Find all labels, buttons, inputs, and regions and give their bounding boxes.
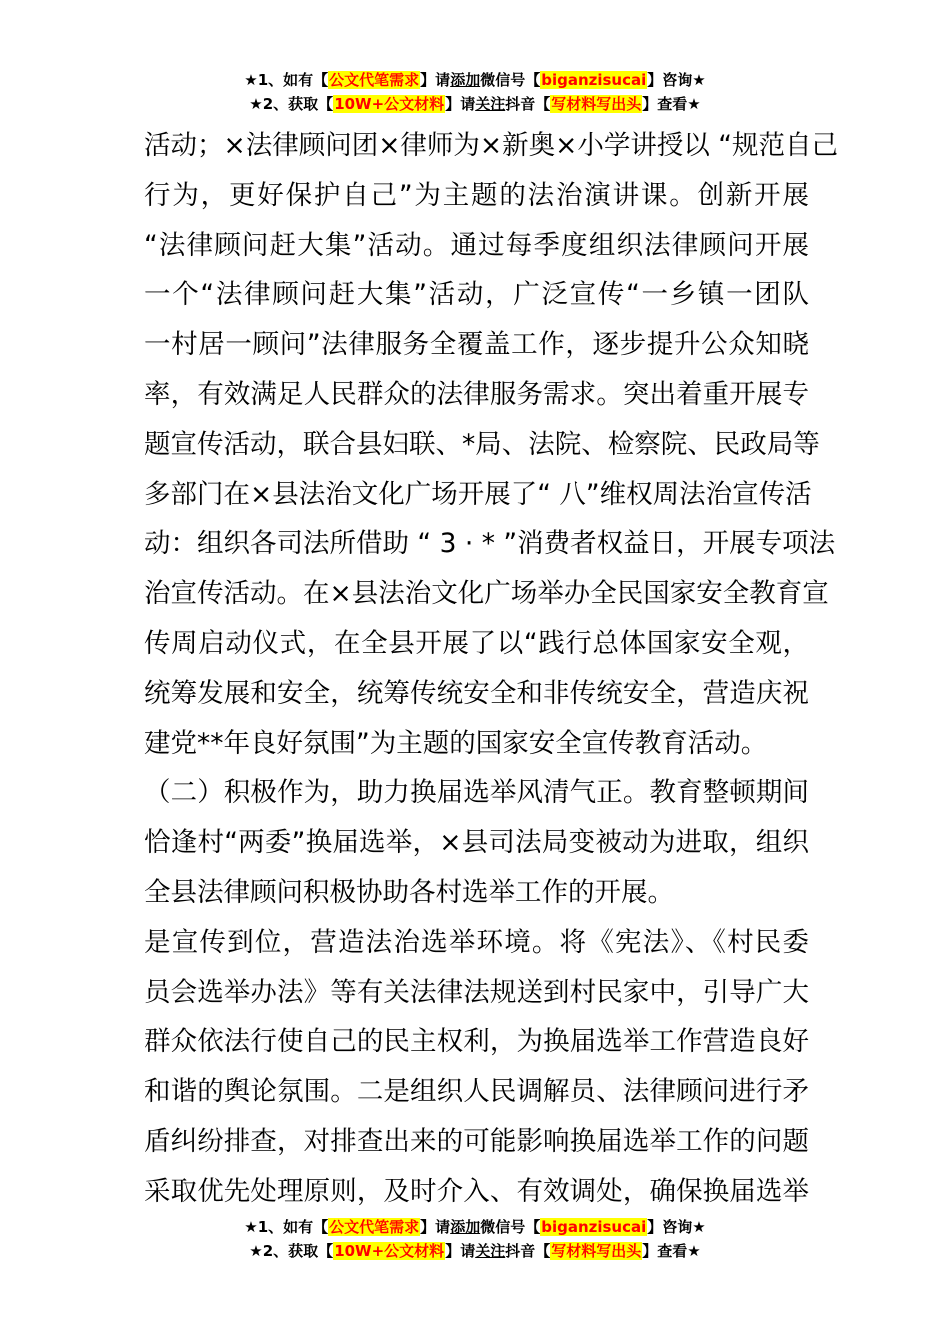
banner-underlined-text: 关注 <box>475 1242 506 1260</box>
banner-text: ★1、如有【 <box>244 1218 329 1236</box>
banner-text: 微信号【 <box>480 1218 541 1236</box>
banner-highlight: biganzisucai <box>541 1218 647 1236</box>
body-line: 全县法律顾问积极协助各村选举工作的开展。 <box>144 876 674 908</box>
banner-line-2 <box>0 92 950 116</box>
body-line: 一村居一顾问”法律服务全覆盖工作，逐步提升公众知晓 <box>144 329 809 361</box>
body-line: 一个“法律顾问赶大集”活动，广泛宣传“一乡镇一团队 <box>144 279 809 311</box>
banner-highlight: 10W+公文材料 <box>334 95 445 113</box>
body-line: 和谐的舆论氛围。二是组织人民调解员、法律顾问进行矛 <box>144 1076 809 1108</box>
banner-highlight: 10W+公文材料 <box>334 1242 445 1260</box>
banner-text: 抖音【 <box>505 95 551 113</box>
body-line: 率，有效满足人民群众的法律服务需求。突出着重开展专 <box>144 378 809 410</box>
banner-text: 】请 <box>420 1218 451 1236</box>
document-body <box>144 121 838 1217</box>
banner-text: ★2、获取【 <box>249 95 334 113</box>
banner-text: 】请 <box>445 1242 476 1260</box>
banner-underlined-text: 关注 <box>475 95 506 113</box>
banner-text: 】查看★ <box>642 95 701 113</box>
body-line: 治宣传活动。在×县法治文化广场举办全民国家安全教育宣 <box>144 578 829 610</box>
banner-text: ★2、获取【 <box>249 1242 334 1260</box>
header-banner <box>0 68 950 116</box>
body-line: “法律顾问赶大集”活动。通过每季度组织法律顾问开展 <box>144 229 809 261</box>
banner-text: 】咨询★ <box>647 1218 706 1236</box>
banner-highlight: 公文代笔需求 <box>329 71 420 89</box>
body-line: （二）积极作为，助力换届选举风清气正。教育整顿期间 <box>144 777 809 809</box>
banner-highlight: biganzisucai <box>541 71 647 89</box>
body-line: 是宣传到位，营造法治选举环境。将《宪法》、《村民委 <box>144 926 809 958</box>
banner-highlight: 公文代笔需求 <box>329 1218 420 1236</box>
banner-line-1 <box>0 68 950 92</box>
body-line: 采取优先处理原则，及时介入、有效调处，确保换届选举 <box>144 1175 809 1207</box>
banner-text: 】请 <box>420 71 451 89</box>
banner-text: 】咨询★ <box>647 71 706 89</box>
banner-line-1 <box>0 1215 950 1239</box>
banner-underlined-text: 添加 <box>450 71 481 89</box>
banner-line-2 <box>0 1239 950 1263</box>
body-line: 盾纠纷排查，对排查出来的可能影响换届选举工作的问题 <box>144 1125 809 1157</box>
body-line: 建党**年良好氛围”为主题的国家安全宣传教育活动。 <box>144 727 768 759</box>
body-line: 传周启动仪式，在全县开展了以“践行总体国家安全观， <box>144 627 809 659</box>
banner-highlight: 写材料写出头 <box>551 1242 642 1260</box>
banner-text: 微信号【 <box>480 71 541 89</box>
footer-banner <box>0 1215 950 1263</box>
body-line: 多部门在×县法治文化广场开展了“ 八”维权周法治宣传活 <box>144 478 812 510</box>
banner-text: 】查看★ <box>642 1242 701 1260</box>
banner-underlined-text: 添加 <box>450 1218 481 1236</box>
banner-text: ★1、如有【 <box>244 71 329 89</box>
banner-text: 】请 <box>445 95 476 113</box>
body-line: 题宣传活动，联合县妇联、*局、法院、检察院、民政局等 <box>144 428 820 460</box>
body-line: 员会选举办法》等有关法律法规送到村民家中，引导广大 <box>144 976 809 1008</box>
banner-text: 抖音【 <box>505 1242 551 1260</box>
body-line: 统筹发展和安全，统筹传统安全和非传统安全，营造庆祝 <box>144 677 809 709</box>
body-line: 行为，更好保护自己”为主题的法治演讲课。创新开展 <box>144 179 809 211</box>
body-line: 活动；×法律顾问团×律师为×新奥×小学讲授以 “规范自己 <box>144 130 838 161</box>
body-line: 恰逢村“两委”换届选举，×县司法局变被动为进取，组织 <box>144 827 809 859</box>
body-line: 群众依法行使自己的民主权利，为换届选举工作营造良好 <box>144 1026 809 1058</box>
body-line: 动：组织各司法所借助 “ 3 · * ”消费者权益日，开展专项法 <box>144 528 836 560</box>
banner-highlight: 写材料写出头 <box>551 95 642 113</box>
